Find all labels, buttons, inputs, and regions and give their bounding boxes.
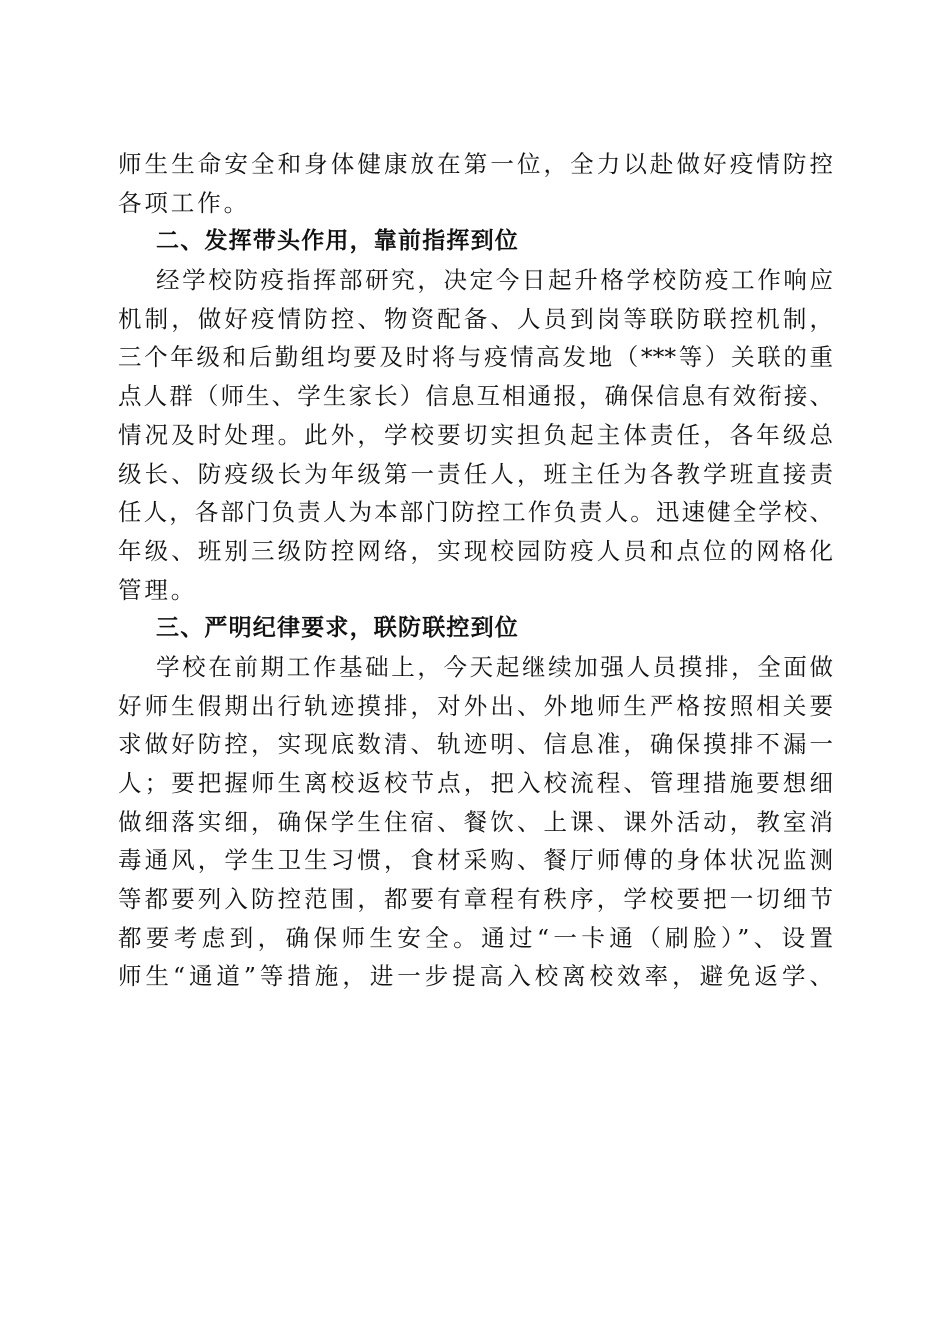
paragraph-line: 点人群（师生、学生家长）信息互相通报，确保信息有效衔接、 [118, 382, 833, 411]
paragraph-line: 学校在前期工作基础上，今天起继续加强人员摸排，全面做 [156, 652, 833, 681]
paragraph-line: 师生生命安全和身体健康放在第一位，全力以赴做好疫情防控 [118, 150, 833, 178]
paragraph-line: 任人，各部门负责人为本部门防控工作负责人。迅速健全学校、 [118, 498, 833, 527]
paragraph-line: 年级、班别三级防控网络，实现校园防疫人员和点位的网格化 [118, 536, 833, 565]
paragraph-line: 好师生假期出行轨迹摸排，对外出、外地师生严格按照相关要 [118, 691, 833, 720]
paragraph-line: 三个年级和后勤组均要及时将与疫情高发地（***等）关联的重 [118, 343, 833, 372]
paragraph-line: 机制，做好疫情防控、物资配备、人员到岗等联防联控机制， [118, 304, 833, 333]
paragraph-line: 各项工作。 [118, 188, 250, 217]
paragraph-line: 毒通风，学生卫生习惯，食材采购、餐厅师傅的身体状况监测 [118, 846, 833, 875]
paragraph-line: 经学校防疫指挥部研究，决定今日起升格学校防疫工作响应 [156, 266, 833, 295]
section-heading-2: 二、发挥带头作用，靠前指挥到位 [156, 228, 519, 255]
paragraph-line: 师生“通道”等措施，进一步提高入校离校效率，避免返学、 [118, 962, 833, 991]
paragraph-line: 级长、防疫级长为年级第一责任人，班主任为各教学班直接责 [118, 459, 833, 488]
document-body [118, 145, 833, 996]
paragraph-line: 做细落实细，确保学生住宿、餐饮、上课、课外活动，教室消 [118, 807, 833, 836]
section-heading-3: 三、严明纪律要求，联防联控到位 [156, 615, 519, 642]
paragraph-line: 情况及时处理。此外，学校要切实担负起主体责任，各年级总 [118, 420, 833, 449]
paragraph-line: 管理。 [118, 575, 198, 604]
paragraph-line: 都要考虑到，确保师生安全。通过“一卡通（刷脸）”、设置 [118, 923, 833, 952]
paragraph-line: 等都要列入防控范围，都要有章程有秩序，学校要把一切细节 [118, 885, 833, 914]
paragraph-line: 求做好防控，实现底数清、轨迹明、信息准，确保摸排不漏一 [118, 730, 833, 759]
paragraph-line: 人；要把握师生离校返校节点，把入校流程、管理措施要想细 [118, 769, 833, 797]
